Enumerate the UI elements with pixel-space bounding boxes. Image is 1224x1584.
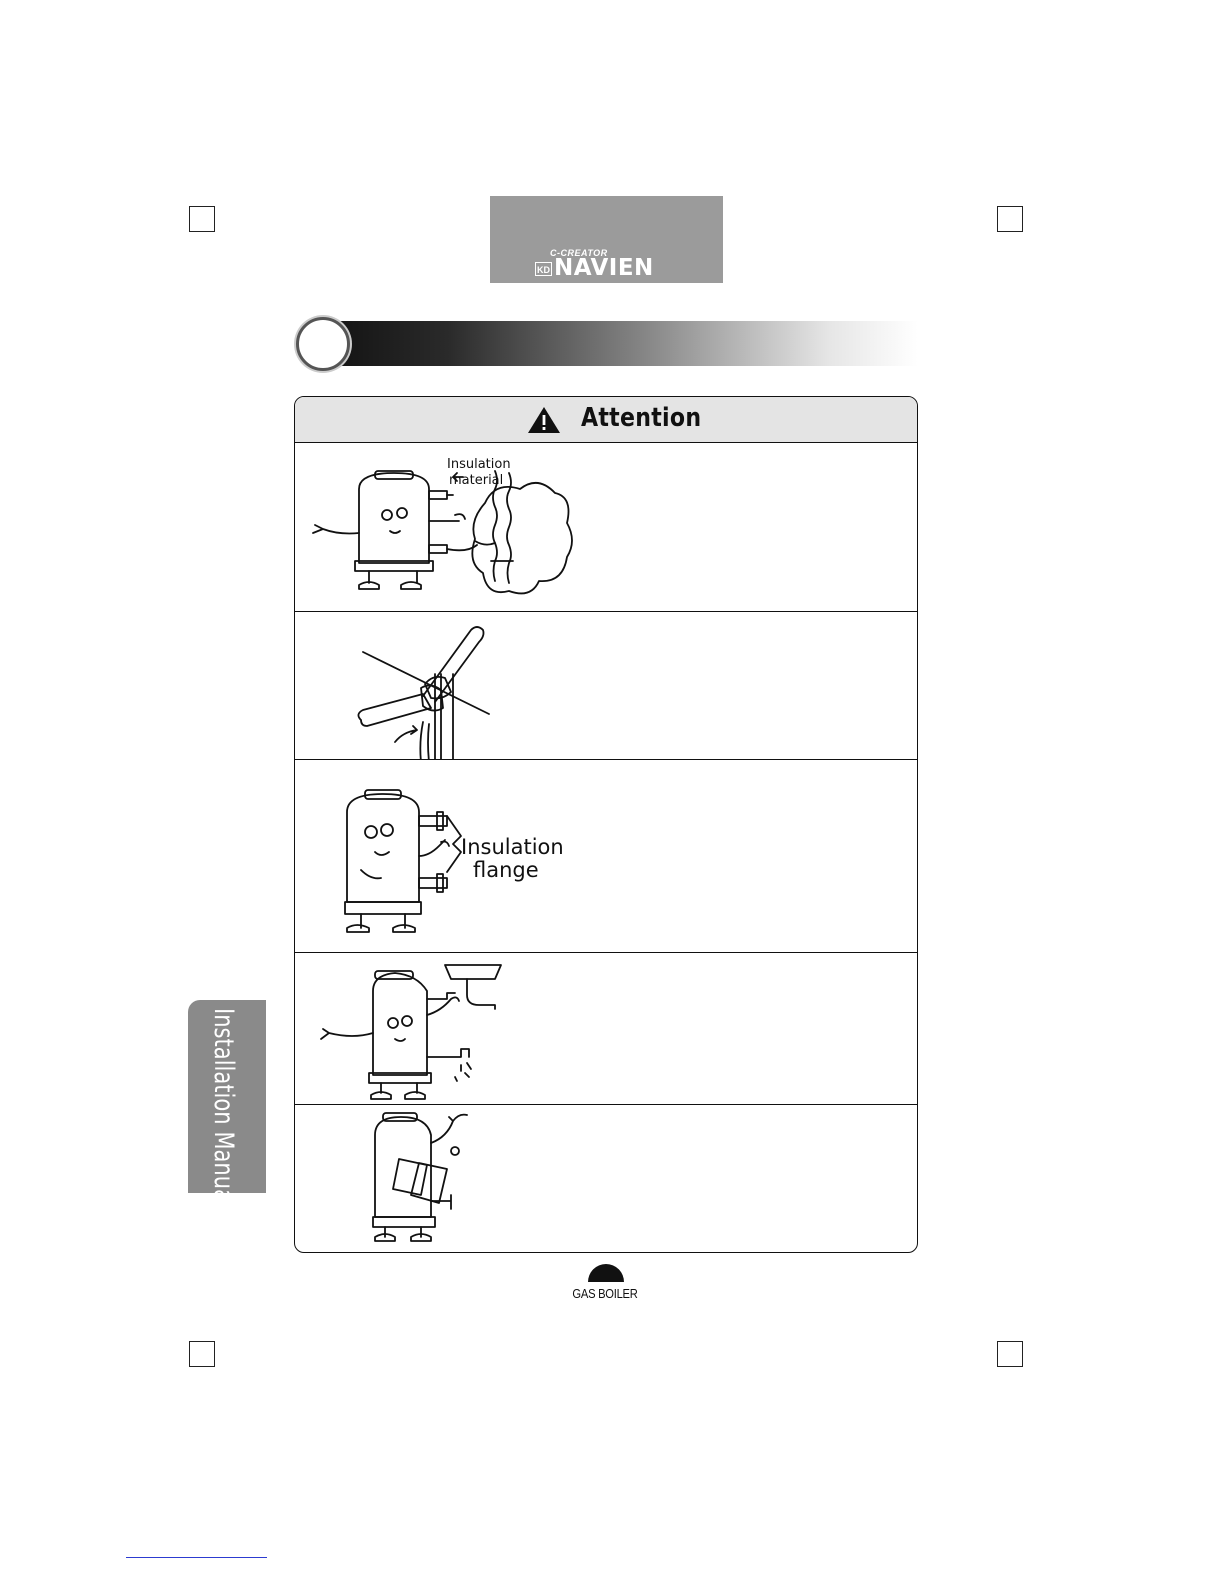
boiler-insulation-material-illustration	[295, 443, 918, 612]
pipe-wrenches-illustration	[295, 612, 918, 760]
footer-label: GAS BOILER	[572, 1286, 638, 1301]
boiler-insulation-flange-illustration	[295, 760, 918, 953]
panel-insulation-material	[295, 443, 917, 612]
section-number-circle	[296, 317, 350, 371]
logo-badge: KD	[535, 262, 552, 276]
logo-name: NAVIEN	[554, 255, 654, 281]
panel-pipe-wrenches	[295, 612, 917, 760]
crop-mark-top-left	[189, 206, 215, 232]
warning-triangle-icon	[527, 406, 561, 434]
attention-title: Attention	[581, 403, 702, 433]
panel-1-label-line-1: Insulation	[447, 457, 511, 472]
panel-3-label-line-2: flange	[473, 858, 539, 882]
installation-manual-tab-label: Installation Manual	[208, 1008, 239, 1208]
section-heading-bar	[330, 321, 918, 366]
panel-3-label-line-1: Insulation	[461, 835, 564, 859]
panel-1-label-line-2: material	[449, 473, 504, 488]
navien-logo	[490, 196, 723, 283]
boiler-sink-drain-illustration	[295, 953, 918, 1105]
attention-header	[295, 397, 917, 443]
panel-sink-drain	[295, 953, 917, 1105]
panel-insulation-flange	[295, 760, 917, 953]
boiler-manuals-illustration	[295, 1105, 918, 1252]
attention-box	[294, 396, 918, 1253]
panel-manuals	[295, 1105, 917, 1252]
crop-mark-bottom-right	[997, 1341, 1023, 1367]
crop-mark-bottom-left	[189, 1341, 215, 1367]
page-number-badge	[588, 1264, 624, 1282]
crop-mark-top-right	[997, 206, 1023, 232]
logo-tagline: C-CREATOR	[550, 248, 608, 258]
installation-manual-tab	[188, 1000, 266, 1208]
bottom-divider-line	[126, 1557, 267, 1558]
